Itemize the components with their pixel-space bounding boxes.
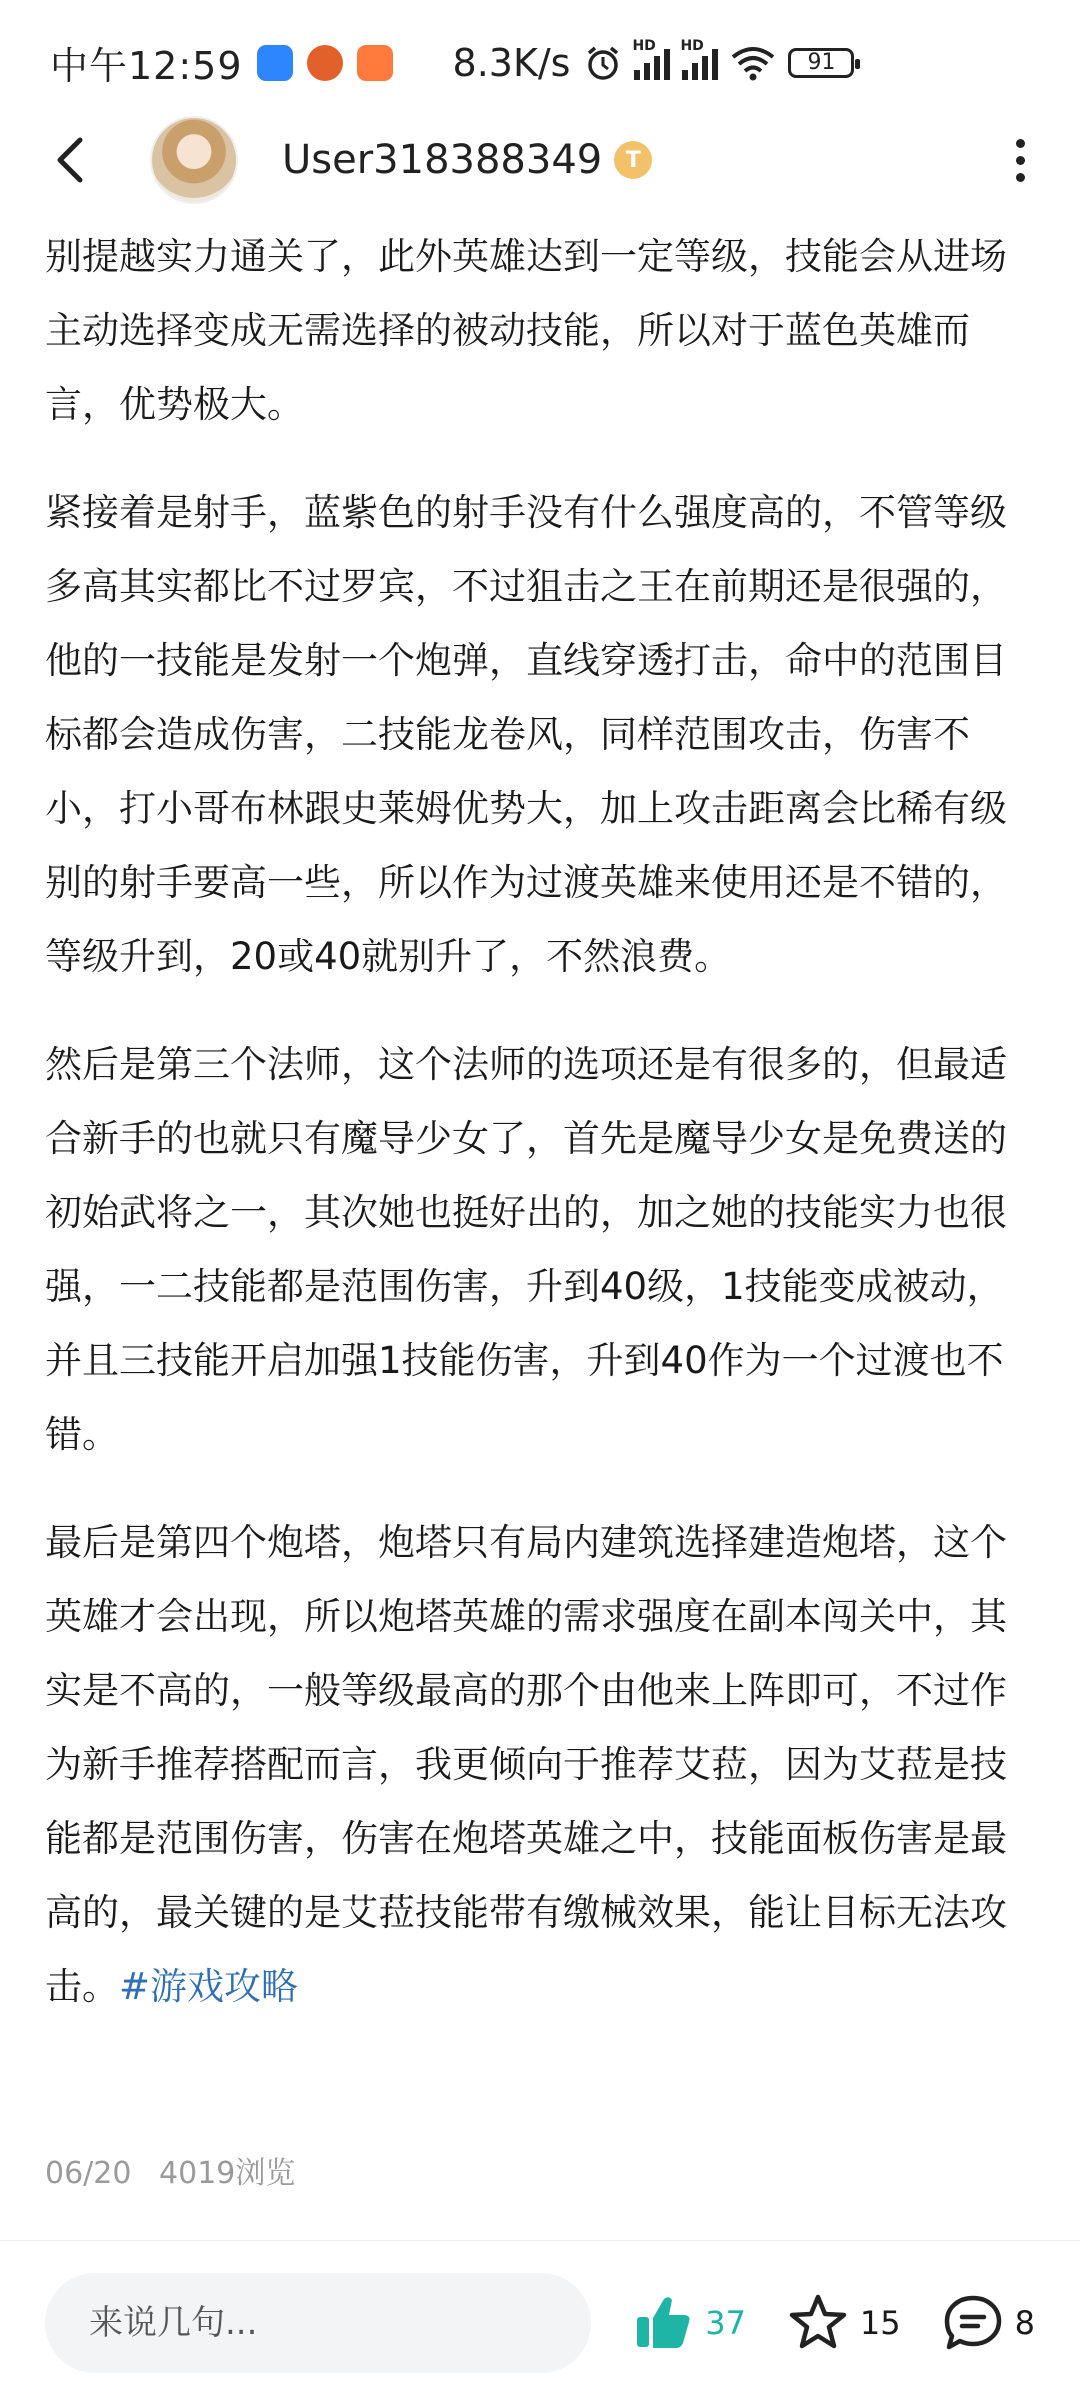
comment-count: 8 [1014,2304,1035,2342]
comment-icon [941,2291,1005,2355]
hashtag-link[interactable]: #游戏攻略 [119,1965,299,2008]
divider [0,2240,1080,2241]
orange-app-icon [357,45,393,81]
bottom-action-bar [0,2268,1080,2378]
avatar[interactable] [150,116,238,204]
like-button[interactable] [631,2291,746,2355]
signal-icon-2: HD [682,46,718,80]
back-arrow-icon [50,135,90,185]
post-paragraph-3-text: 最后是第四个炮塔，炮塔只有局内建筑选择建造炮塔，这个英雄才会出现，所以炮塔英雄的需求强度在副本闯关中，其实是不高的，一般等级最高的那个由他来上阵即可，不过作为新手推荐搭配而言，我更倾向于推荐艾菈，因为艾菈是技能都是范围伤害，伤害在炮塔英雄之中，技能面板伤害是最高的，最关键的是艾菈技能带有缴械效果，能让目标无法攻击。 [45,1521,1007,2008]
status-bar [0,0,1080,125]
comment-button[interactable] [941,2291,1035,2355]
like-count: 37 [705,2304,746,2342]
post-paragraph-1: 紧接着是射手，蓝紫色的射手没有什么强度高的，不管等级多高其实都比不过罗宾，不过狙击之王在前期还是很强的，他的一技能是发射一个炮弹，直线穿透打击，命中的范围目标都会造成伤害，二技能龙卷风，同样范围攻击，伤害不小，打小哥布林跟史莱姆优势大，加上攻击距离会比稀有级别的射手要高一些，所以作为过渡英雄来使用还是不错的，等级升到，20或40就别升了，不然浪费。 [45,491,1007,978]
post-paragraph-2: 然后是第三个法师，这个法师的选项还是有很多的，但最适合新手的也就只有魔导少女了，首先是魔导少女是免费送的初始武将之一，其次她也挺好出的，加之她的技能实力也很强，一二技能都是范围伤害，升到40级，1技能变成被动，并且三技能开启加强1技能伤害，升到40作为一个过渡也不错。 [45,1043,1007,1456]
post-date: 06/20 [45,2156,132,2191]
food-app-icon [307,45,343,81]
username[interactable]: User318388349 [282,137,603,183]
post-content [45,220,1035,2058]
post-views: 4019浏览 [159,2156,296,2191]
thumbs-up-icon [631,2291,695,2355]
favorite-count: 15 [859,2304,901,2342]
post-meta [45,2148,295,2192]
post-header [0,118,1080,202]
level-badge: T [614,141,652,179]
status-time: 中午12:59 [50,44,243,88]
comment-input[interactable] [45,2273,591,2373]
wifi-icon [730,45,776,81]
favorite-button[interactable] [786,2291,901,2355]
post-paragraph-0: 别提越实力通关了，此外英雄达到一定等级，技能会从进场主动选择变成无需选择的被动技能，所以对于蓝色英雄而言，优势极大。 [45,235,1007,426]
network-speed: 8.3K/s [452,40,571,85]
app-blue-icon [257,45,293,81]
post-paragraph-3 [45,1506,1035,2024]
alarm-icon [584,44,622,82]
star-icon [786,2291,850,2355]
more-vertical-icon [1016,139,1025,148]
more-button[interactable] [1000,130,1040,190]
signal-icon: HD [634,46,670,80]
battery-icon: 91 [788,48,854,78]
back-button[interactable] [40,130,100,190]
